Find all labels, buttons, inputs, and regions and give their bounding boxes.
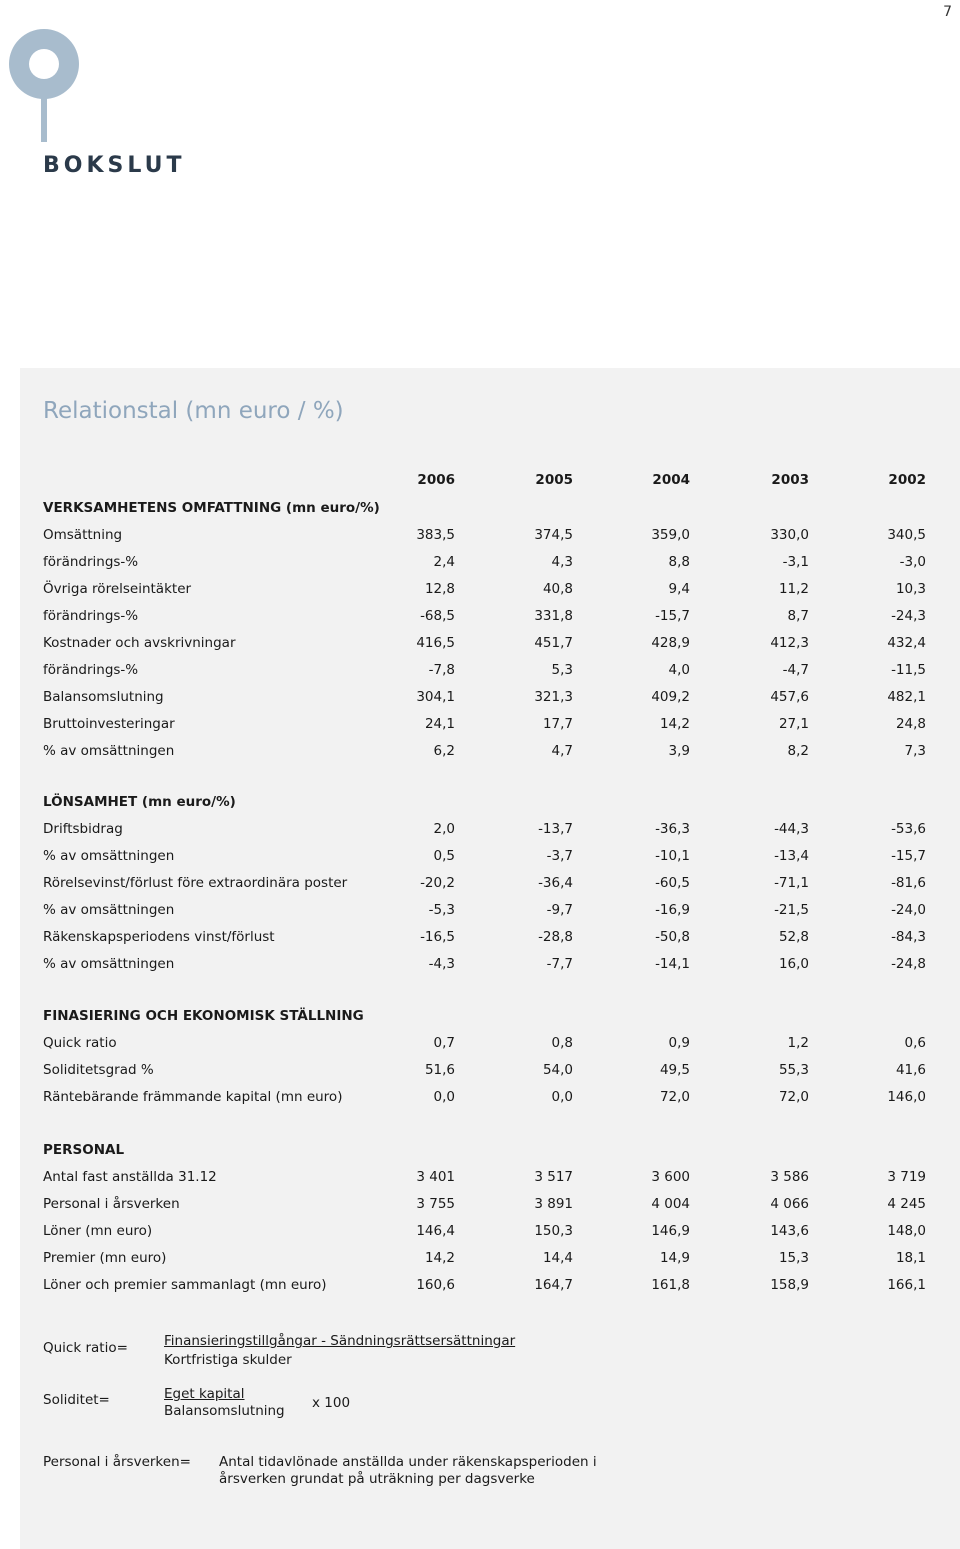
value-cell: 161,8 bbox=[651, 1277, 690, 1293]
soliditet-numerator: Eget kapital bbox=[164, 1386, 245, 1402]
row-label: Räkenskapsperiodens vinst/förlust bbox=[43, 929, 275, 945]
value-cell: 482,1 bbox=[887, 689, 926, 705]
value-cell: 51,6 bbox=[424, 1062, 455, 1078]
table-row bbox=[20, 956, 960, 976]
year-header-cell: 2002 bbox=[888, 472, 926, 488]
value-cell: 330,0 bbox=[770, 527, 809, 543]
value-cell: -84,3 bbox=[891, 929, 926, 945]
row-label: % av omsättningen bbox=[43, 848, 175, 864]
value-cell: 409,2 bbox=[651, 689, 690, 705]
value-cell: 0,7 bbox=[433, 1035, 455, 1051]
row-label: Driftsbidrag bbox=[43, 821, 123, 837]
value-cell: 24,8 bbox=[895, 716, 926, 732]
table-row bbox=[20, 1035, 960, 1055]
value-cell: 0,6 bbox=[904, 1035, 926, 1051]
value-cell: -7,7 bbox=[546, 956, 573, 972]
page-number: 7 bbox=[943, 4, 952, 20]
value-cell: 49,5 bbox=[659, 1062, 690, 1078]
value-cell: 0,5 bbox=[433, 848, 455, 864]
value-cell: 0,0 bbox=[551, 1089, 573, 1105]
section-title: PERSONAL bbox=[43, 1142, 125, 1158]
value-cell: 3 719 bbox=[887, 1169, 926, 1185]
value-cell: 432,4 bbox=[887, 635, 926, 651]
panel-title: Relationstal (mn euro / %) bbox=[43, 398, 344, 424]
row-label: Antal fast anställda 31.12 bbox=[43, 1169, 217, 1185]
table-row bbox=[20, 875, 960, 895]
row-label: Övriga rörelseintäkter bbox=[43, 581, 192, 597]
value-cell: -10,1 bbox=[655, 848, 690, 864]
value-cell: -9,7 bbox=[546, 902, 573, 918]
value-cell: 451,7 bbox=[534, 635, 573, 651]
value-cell: -71,1 bbox=[774, 875, 809, 891]
value-cell: 3,9 bbox=[668, 743, 690, 759]
section-title: LÖNSAMHET (mn euro/%) bbox=[43, 794, 236, 810]
value-cell: 72,0 bbox=[659, 1089, 690, 1105]
value-cell: 3 401 bbox=[416, 1169, 455, 1185]
value-cell: 4,3 bbox=[551, 554, 573, 570]
table-row bbox=[20, 527, 960, 547]
value-cell: 1,2 bbox=[787, 1035, 809, 1051]
value-cell: -68,5 bbox=[420, 608, 455, 624]
section-title: VERKSAMHETENS OMFATTNING (mn euro/%) bbox=[43, 500, 380, 516]
row-label: Rörelsevinst/förlust före extraordinära poster bbox=[43, 875, 348, 891]
value-cell: 11,2 bbox=[778, 581, 809, 597]
value-cell: -13,7 bbox=[538, 821, 573, 837]
value-cell: -14,1 bbox=[655, 956, 690, 972]
table-row bbox=[20, 608, 960, 628]
value-cell: -4,7 bbox=[782, 662, 809, 678]
value-cell: 428,9 bbox=[651, 635, 690, 651]
table-row bbox=[20, 1196, 960, 1216]
row-label: Premier (mn euro) bbox=[43, 1250, 167, 1266]
value-cell: 158,9 bbox=[770, 1277, 809, 1293]
table-row bbox=[20, 848, 960, 868]
value-cell: 27,1 bbox=[778, 716, 809, 732]
year-header-cell: 2003 bbox=[771, 472, 809, 488]
value-cell: 55,3 bbox=[778, 1062, 809, 1078]
value-cell: 457,6 bbox=[770, 689, 809, 705]
row-label: förändrings-% bbox=[43, 554, 139, 570]
value-cell: 8,7 bbox=[787, 608, 809, 624]
value-cell: 164,7 bbox=[534, 1277, 573, 1293]
value-cell: -11,5 bbox=[891, 662, 926, 678]
year-header-cell: 2005 bbox=[535, 472, 573, 488]
year-header bbox=[20, 472, 960, 492]
table-row bbox=[20, 554, 960, 574]
row-label: Löner och premier sammanlagt (mn euro) bbox=[43, 1277, 327, 1293]
value-cell: 54,0 bbox=[542, 1062, 573, 1078]
table-row bbox=[20, 1277, 960, 1297]
table-row bbox=[20, 1089, 960, 1109]
value-cell: 166,1 bbox=[887, 1277, 926, 1293]
value-cell: 15,3 bbox=[778, 1250, 809, 1266]
value-cell: 340,5 bbox=[887, 527, 926, 543]
value-cell: 359,0 bbox=[651, 527, 690, 543]
value-cell: 3 517 bbox=[534, 1169, 573, 1185]
value-cell: -81,6 bbox=[891, 875, 926, 891]
row-label: Omsättning bbox=[43, 527, 123, 543]
value-cell: 14,2 bbox=[659, 716, 690, 732]
value-cell: 416,5 bbox=[416, 635, 455, 651]
value-cell: 41,6 bbox=[895, 1062, 926, 1078]
row-label: Räntebärande främmande kapital (mn euro) bbox=[43, 1089, 343, 1105]
soliditet-formula-label: Soliditet= bbox=[43, 1392, 110, 1408]
table-row bbox=[20, 635, 960, 655]
value-cell: 72,0 bbox=[778, 1089, 809, 1105]
value-cell: -4,3 bbox=[428, 956, 455, 972]
value-cell: -53,6 bbox=[891, 821, 926, 837]
row-label: förändrings-% bbox=[43, 608, 139, 624]
value-cell: 4 066 bbox=[770, 1196, 809, 1212]
value-cell: 14,2 bbox=[424, 1250, 455, 1266]
table-row bbox=[20, 1169, 960, 1189]
table-row bbox=[20, 581, 960, 601]
page-heading: BOKSLUT bbox=[43, 153, 186, 178]
row-label: förändrings-% bbox=[43, 662, 139, 678]
value-cell: 4 004 bbox=[651, 1196, 690, 1212]
value-cell: 3 891 bbox=[534, 1196, 573, 1212]
value-cell: 148,0 bbox=[887, 1223, 926, 1239]
value-cell: 150,3 bbox=[534, 1223, 573, 1239]
value-cell: 146,9 bbox=[651, 1223, 690, 1239]
table-row bbox=[20, 1062, 960, 1082]
value-cell: 146,0 bbox=[887, 1089, 926, 1105]
value-cell: 146,4 bbox=[416, 1223, 455, 1239]
key-figures-panel bbox=[20, 368, 960, 1549]
table-row bbox=[20, 743, 960, 763]
value-cell: 4,7 bbox=[551, 743, 573, 759]
value-cell: 7,3 bbox=[904, 743, 926, 759]
value-cell: 3 755 bbox=[416, 1196, 455, 1212]
value-cell: -21,5 bbox=[774, 902, 809, 918]
table-row bbox=[20, 929, 960, 949]
value-cell: 9,4 bbox=[668, 581, 690, 597]
value-cell: 321,3 bbox=[534, 689, 573, 705]
value-cell: 24,1 bbox=[424, 716, 455, 732]
value-cell: 374,5 bbox=[534, 527, 573, 543]
logo-icon bbox=[8, 28, 80, 142]
row-label: Kostnader och avskrivningar bbox=[43, 635, 236, 651]
row-label: Quick ratio bbox=[43, 1035, 117, 1051]
quick-ratio-formula-label: Quick ratio= bbox=[43, 1340, 128, 1356]
table-row bbox=[20, 689, 960, 709]
value-cell: 6,2 bbox=[433, 743, 455, 759]
table-row bbox=[20, 902, 960, 922]
section-title: FINASIERING OCH EKONOMISK STÄLLNING bbox=[43, 1008, 364, 1024]
value-cell: 5,3 bbox=[551, 662, 573, 678]
value-cell: -3,1 bbox=[782, 554, 809, 570]
value-cell: 17,7 bbox=[542, 716, 573, 732]
value-cell: -24,3 bbox=[891, 608, 926, 624]
value-cell: -7,8 bbox=[428, 662, 455, 678]
value-cell: -16,9 bbox=[655, 902, 690, 918]
value-cell: 4,0 bbox=[668, 662, 690, 678]
value-cell: 14,9 bbox=[659, 1250, 690, 1266]
value-cell: -13,4 bbox=[774, 848, 809, 864]
quick-ratio-denominator: Kortfristiga skulder bbox=[164, 1352, 292, 1368]
value-cell: -3,7 bbox=[546, 848, 573, 864]
value-cell: 3 600 bbox=[651, 1169, 690, 1185]
row-label: Personal i årsverken bbox=[43, 1196, 180, 1212]
value-cell: -50,8 bbox=[655, 929, 690, 945]
soliditet-multiplier: x 100 bbox=[312, 1395, 351, 1411]
row-label: Balansomslutning bbox=[43, 689, 164, 705]
value-cell: 8,8 bbox=[668, 554, 690, 570]
row-label: Soliditetsgrad % bbox=[43, 1062, 154, 1078]
quick-ratio-numerator: Finansieringstillgångar - Sändningsrättsersättningar bbox=[164, 1333, 516, 1349]
value-cell: 12,8 bbox=[424, 581, 455, 597]
value-cell: 0,0 bbox=[433, 1089, 455, 1105]
value-cell: 3 586 bbox=[770, 1169, 809, 1185]
row-label: % av omsättningen bbox=[43, 743, 175, 759]
value-cell: 2,4 bbox=[433, 554, 455, 570]
value-cell: -16,5 bbox=[420, 929, 455, 945]
value-cell: -15,7 bbox=[655, 608, 690, 624]
value-cell: 14,4 bbox=[542, 1250, 573, 1266]
value-cell: 18,1 bbox=[895, 1250, 926, 1266]
row-label: Löner (mn euro) bbox=[43, 1223, 153, 1239]
value-cell: 0,8 bbox=[551, 1035, 573, 1051]
table-row bbox=[20, 1223, 960, 1243]
value-cell: -24,8 bbox=[891, 956, 926, 972]
table-row bbox=[20, 821, 960, 841]
value-cell: -28,8 bbox=[538, 929, 573, 945]
value-cell: -44,3 bbox=[774, 821, 809, 837]
value-cell: -36,4 bbox=[538, 875, 573, 891]
value-cell: 52,8 bbox=[778, 929, 809, 945]
value-cell: -20,2 bbox=[420, 875, 455, 891]
value-cell: 383,5 bbox=[416, 527, 455, 543]
value-cell: -5,3 bbox=[428, 902, 455, 918]
value-cell: 0,9 bbox=[668, 1035, 690, 1051]
personal-definition-line-1: Antal tidavlönade anställda under räkenskapsperioden i bbox=[219, 1454, 597, 1470]
value-cell: -3,0 bbox=[899, 554, 926, 570]
year-header-cell: 2006 bbox=[417, 472, 455, 488]
row-label: % av omsättningen bbox=[43, 902, 175, 918]
year-header-cell: 2004 bbox=[652, 472, 690, 488]
value-cell: -24,0 bbox=[891, 902, 926, 918]
personal-formula-label: Personal i årsverken= bbox=[43, 1454, 191, 1470]
value-cell: 2,0 bbox=[433, 821, 455, 837]
value-cell: 40,8 bbox=[542, 581, 573, 597]
table-row bbox=[20, 1250, 960, 1270]
value-cell: 143,6 bbox=[770, 1223, 809, 1239]
value-cell: 8,2 bbox=[787, 743, 809, 759]
value-cell: 160,6 bbox=[416, 1277, 455, 1293]
value-cell: 16,0 bbox=[778, 956, 809, 972]
row-label: Bruttoinvesteringar bbox=[43, 716, 175, 732]
table-row bbox=[20, 662, 960, 682]
value-cell: 304,1 bbox=[416, 689, 455, 705]
value-cell: -36,3 bbox=[655, 821, 690, 837]
value-cell: 10,3 bbox=[895, 581, 926, 597]
row-label: % av omsättningen bbox=[43, 956, 175, 972]
value-cell: -15,7 bbox=[891, 848, 926, 864]
value-cell: -60,5 bbox=[655, 875, 690, 891]
value-cell: 4 245 bbox=[887, 1196, 926, 1212]
value-cell: 412,3 bbox=[770, 635, 809, 651]
soliditet-denominator: Balansomslutning bbox=[164, 1403, 285, 1419]
value-cell: 331,8 bbox=[534, 608, 573, 624]
personal-definition-line-2: årsverken grundat på uträkning per dagsverke bbox=[219, 1471, 535, 1487]
table-row bbox=[20, 716, 960, 736]
